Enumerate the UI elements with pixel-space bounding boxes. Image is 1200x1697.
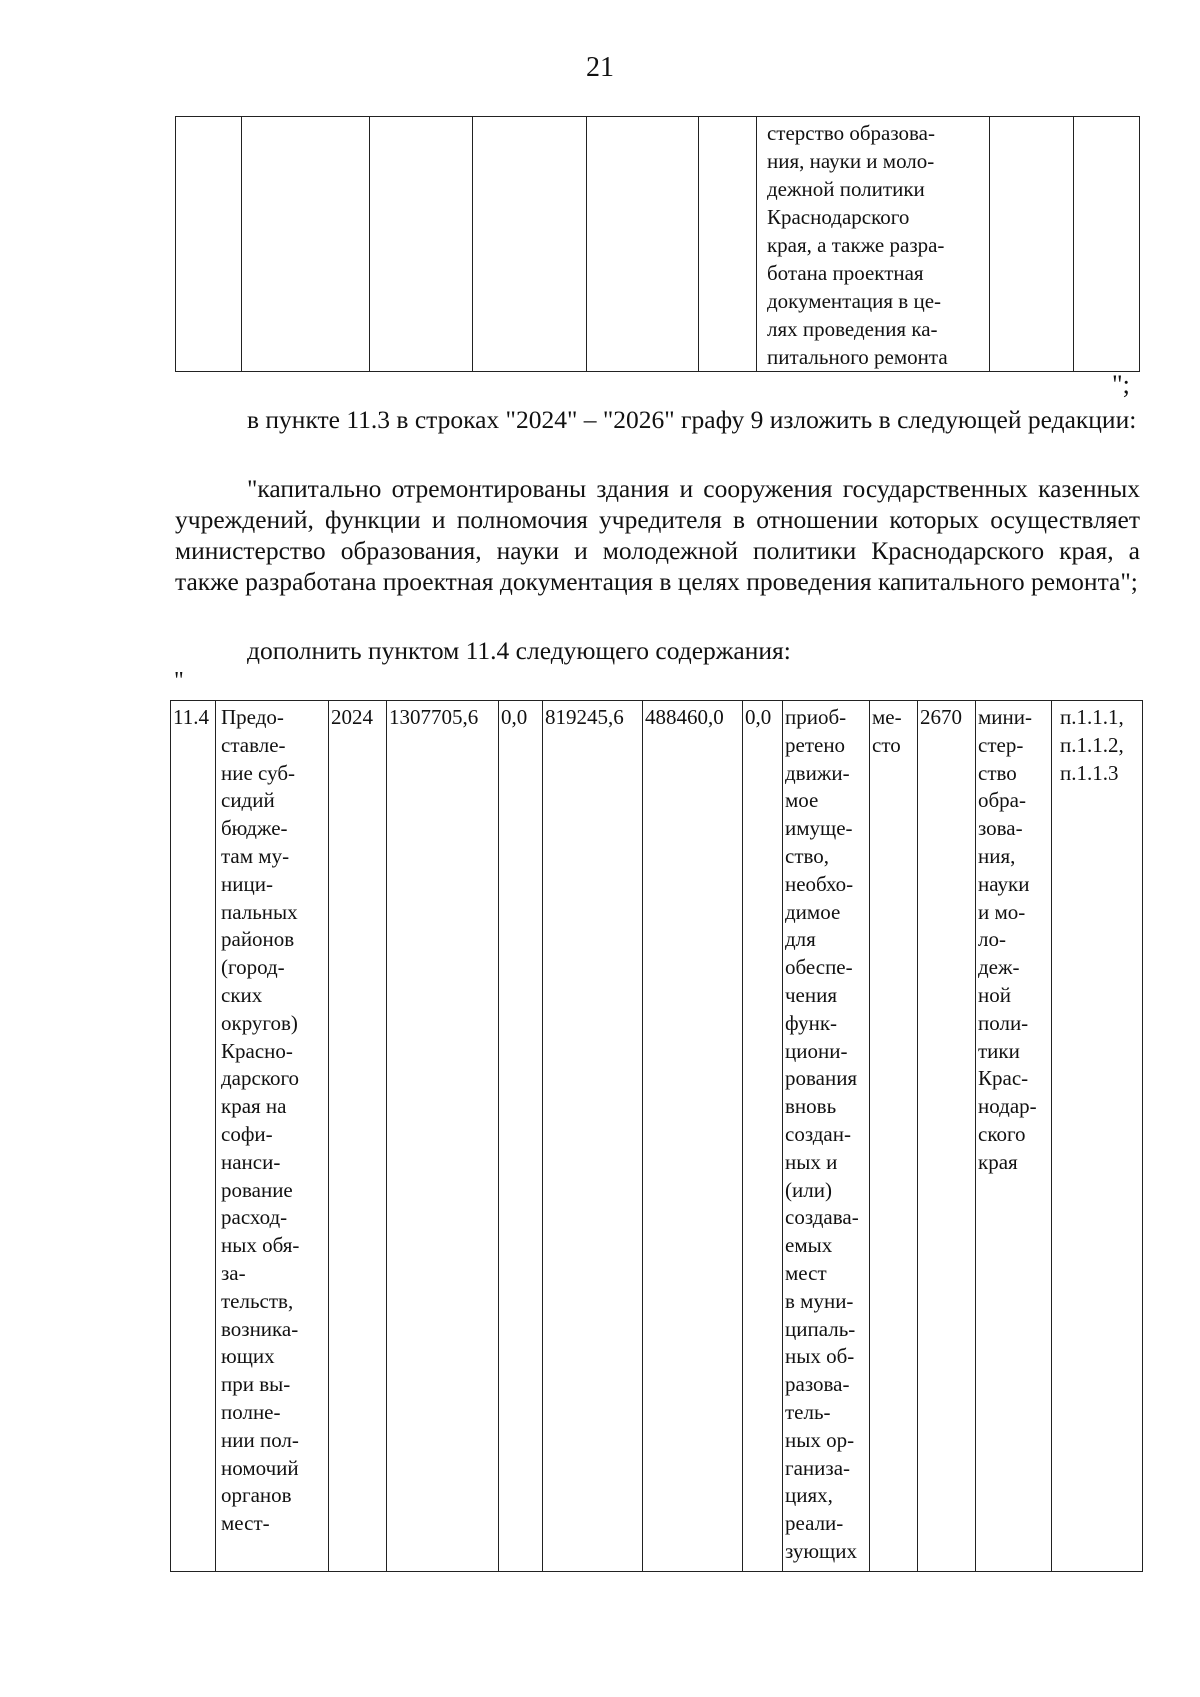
row-number-cell: 11.4 <box>171 701 216 1572</box>
continuation-result-cell <box>756 117 989 372</box>
table-row <box>171 701 1143 1572</box>
empty-cell <box>1074 117 1140 372</box>
amendment-paragraph-1: в пункте 11.3 в строках "2024" – "2026" графу 9 изложить в следующей редакции: <box>247 405 1137 434</box>
amendment-paragraph-3: дополнить пунктом 11.4 следующего содержания: <box>247 636 791 665</box>
empty-cell <box>369 117 472 372</box>
total-cell: 1307705,6 <box>387 701 499 1572</box>
continuation-table <box>175 116 1140 372</box>
value-cell: 2670 <box>918 701 976 1572</box>
empty-cell <box>241 117 369 372</box>
page-number: 21 <box>586 52 614 83</box>
local-budget-cell: 488460,0 <box>643 701 743 1572</box>
empty-cell <box>587 117 699 372</box>
empty-cell <box>990 117 1074 372</box>
unit-cell: ме- сто <box>870 701 918 1572</box>
regional-budget-cell: 819245,6 <box>543 701 643 1572</box>
continuation-text: стерство образова- ния, науки и моло- дежной политики Краснодарского края, а также разра- ботана проектная документация в це- лях проведения ка- питального ремонта <box>766 121 948 369</box>
other-sources-cell: 0,0 <box>743 701 783 1572</box>
executor-cell: мини- стер- ство обра- зова- ния, науки и мо- ло- деж- ной поли- тики Крас- нодар- ского края <box>976 701 1052 1572</box>
program-table <box>170 700 1143 1572</box>
empty-cell <box>699 117 757 372</box>
empty-cell <box>472 117 587 372</box>
federal-budget-cell: 0,0 <box>499 701 543 1572</box>
reference-cell: п.1.1.1, п.1.1.2, п.1.1.3 <box>1052 701 1143 1572</box>
closing-quote: "; <box>1112 370 1130 399</box>
opening-quote: " <box>174 668 184 694</box>
amendment-paragraph-2: "капитально отремонтированы здания и сооружения государственных казенных учреждений, функции и полномочия учредителя в отношении которых осуществляет министерство образования, науки и молодежной политики Краснодарского края, а также разработана проектная документация в целях проведения капитального ремонта"; <box>175 474 1140 596</box>
activity-name-cell: Предо- ставле- ние суб- сидий бюдже- там му- ници- пальных районов (город- ских округов) Красно- дарского края на софи- нанси- рование расход- ных обя- за- тельств, возника- ющих при вы- полне- нии пол- номочий органов мест- <box>216 701 329 1572</box>
year-cell: 2024 <box>329 701 387 1572</box>
continuation-row <box>176 117 1140 372</box>
empty-cell <box>176 117 242 372</box>
result-cell: приоб- ретено движи- мое имуще- ство, необхо- димое для обеспе- чения функ- циони- рования вновь создан- ных и (или) создава- емых мест в муни- ципаль- ных об- разова- тель- ных ор- ганиза- циях, реали- зующих <box>783 701 870 1572</box>
